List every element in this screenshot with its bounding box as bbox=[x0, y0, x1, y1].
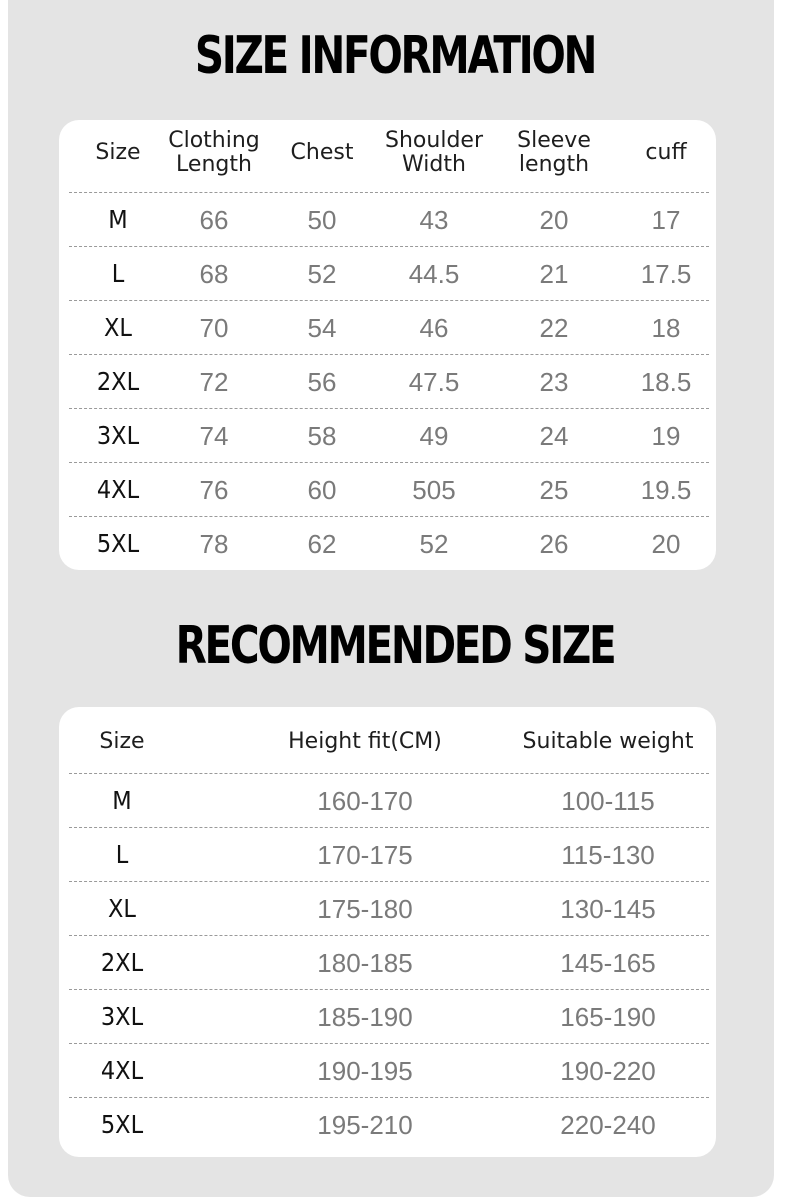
size-info-row bbox=[69, 354, 709, 409]
recommended-value-cell: 175-180 bbox=[317, 894, 413, 924]
size-info-value-cell: 78 bbox=[199, 529, 229, 559]
recommended-value-cell: 190-220 bbox=[560, 1056, 656, 1086]
size-info-size-cell: 4XL bbox=[96, 475, 140, 504]
recommended-size-cell: 3XL bbox=[100, 1002, 144, 1031]
size-info-size-cell: M bbox=[108, 205, 128, 234]
size-info-value-cell: 76 bbox=[199, 475, 229, 505]
recommended-value-cell: 185-190 bbox=[317, 1002, 413, 1032]
size-info-header-0 bbox=[95, 141, 140, 165]
size-info-value-cell: 19 bbox=[651, 421, 681, 451]
size-info-header-0-line-0: Size bbox=[95, 140, 141, 165]
size-information-table bbox=[59, 120, 716, 570]
size-info-size-cell: 3XL bbox=[96, 421, 140, 450]
size-info-header-1-line-0: Clothing bbox=[168, 128, 260, 153]
recommended-value-cell: 195-210 bbox=[317, 1110, 413, 1140]
size-info-value-cell: 21 bbox=[539, 259, 569, 289]
recommended-header-1 bbox=[288, 730, 442, 754]
size-info-value-cell: 20 bbox=[539, 205, 569, 235]
size-info-header-4-line-1: length bbox=[518, 152, 590, 177]
size-info-value-cell: 23 bbox=[539, 367, 569, 397]
size-info-value-cell: 54 bbox=[307, 313, 337, 343]
size-info-header-4-line-0: Sleeve bbox=[517, 128, 591, 153]
recommended-size-cell: M bbox=[112, 786, 132, 815]
recommended-value-cell: 165-190 bbox=[560, 1002, 656, 1032]
size-info-value-cell: 20 bbox=[651, 529, 681, 559]
recommended-row bbox=[69, 773, 709, 828]
size-info-value-cell: 60 bbox=[307, 475, 337, 505]
recommended-header-0 bbox=[99, 730, 144, 754]
recommended-size-cell: 2XL bbox=[100, 948, 144, 977]
recommended-value-cell: 180-185 bbox=[317, 948, 413, 978]
recommended-header-1-line-0: Height fit(CM) bbox=[288, 729, 442, 754]
size-info-value-cell: 44.5 bbox=[408, 259, 460, 289]
size-info-value-cell: 17 bbox=[651, 205, 681, 235]
size-info-value-cell: 17.5 bbox=[640, 259, 692, 289]
size-info-value-cell: 58 bbox=[307, 421, 337, 451]
recommended-row bbox=[69, 935, 709, 990]
size-info-value-cell: 66 bbox=[199, 205, 229, 235]
size-info-header-2 bbox=[291, 141, 354, 165]
recommended-size-cell: 5XL bbox=[100, 1110, 144, 1139]
size-info-value-cell: 74 bbox=[199, 421, 229, 451]
recommended-row bbox=[69, 989, 709, 1044]
size-info-header-1-line-1: Length bbox=[176, 152, 252, 177]
recommended-value-cell: 190-195 bbox=[317, 1056, 413, 1086]
recommended-row bbox=[69, 881, 709, 936]
size-info-row bbox=[69, 300, 709, 355]
size-info-header-1 bbox=[168, 129, 260, 177]
size-info-header-3 bbox=[385, 129, 483, 177]
recommended-value-cell: 220-240 bbox=[560, 1110, 656, 1140]
recommended-row bbox=[69, 827, 709, 882]
recommended-value-cell: 100-115 bbox=[561, 786, 655, 816]
recommended-value-cell: 160-170 bbox=[317, 786, 413, 816]
recommended-header-2 bbox=[523, 730, 694, 754]
size-info-header-3-line-1: Width bbox=[402, 152, 466, 177]
recommended-size-cell: XL bbox=[108, 894, 136, 923]
size-info-size-cell: L bbox=[111, 259, 125, 288]
size-info-value-cell: 52 bbox=[307, 259, 337, 289]
size-info-value-cell: 56 bbox=[307, 367, 337, 397]
size-info-value-cell: 43 bbox=[419, 205, 449, 235]
size-info-row bbox=[69, 246, 709, 301]
recommended-value-cell: 115-130 bbox=[561, 840, 655, 870]
size-info-value-cell: 72 bbox=[199, 367, 229, 397]
size-info-value-cell: 50 bbox=[307, 205, 337, 235]
size-info-value-cell: 68 bbox=[199, 259, 229, 289]
size-info-size-cell: 2XL bbox=[96, 367, 140, 396]
size-info-row bbox=[69, 408, 709, 463]
recommended-size-table bbox=[59, 707, 716, 1157]
size-info-value-cell: 52 bbox=[419, 529, 449, 559]
size-info-header-4 bbox=[517, 129, 591, 177]
size-info-value-cell: 49 bbox=[419, 421, 449, 451]
size-info-value-cell: 62 bbox=[307, 529, 337, 559]
recommended-value-cell: 170-175 bbox=[317, 840, 413, 870]
size-info-header-5-line-0: cuff bbox=[645, 140, 687, 165]
size-info-header-3-line-0: Shoulder bbox=[385, 128, 483, 153]
recommended-row bbox=[69, 1097, 709, 1152]
size-information-title: SIZE INFORMATION bbox=[194, 26, 596, 86]
size-info-value-cell: 22 bbox=[539, 313, 569, 343]
size-info-size-cell: 5XL bbox=[96, 529, 140, 558]
recommended-header-0-line-0: Size bbox=[99, 729, 145, 754]
size-info-row bbox=[69, 462, 709, 517]
size-info-value-cell: 70 bbox=[199, 313, 229, 343]
size-info-value-cell: 18.5 bbox=[640, 367, 692, 397]
recommended-size-cell: 4XL bbox=[100, 1056, 144, 1085]
size-info-value-cell: 18 bbox=[651, 313, 681, 343]
recommended-value-cell: 145-165 bbox=[560, 948, 656, 978]
size-info-value-cell: 47.5 bbox=[408, 367, 460, 397]
recommended-row bbox=[69, 1043, 709, 1098]
size-info-size-cell: XL bbox=[104, 313, 132, 342]
size-info-value-cell: 24 bbox=[539, 421, 569, 451]
size-info-value-cell: 25 bbox=[539, 475, 569, 505]
size-info-header-5 bbox=[645, 141, 686, 165]
size-info-row bbox=[69, 192, 709, 247]
size-info-value-cell: 505 bbox=[412, 475, 456, 505]
size-info-value-cell: 19.5 bbox=[640, 475, 692, 505]
size-info-row bbox=[69, 516, 709, 571]
recommended-value-cell: 130-145 bbox=[560, 894, 656, 924]
recommended-size-cell: L bbox=[115, 840, 129, 869]
recommended-header-2-line-0: Suitable weight bbox=[522, 729, 694, 754]
size-info-value-cell: 46 bbox=[419, 313, 449, 343]
recommended-size-title: RECOMMENDED SIZE bbox=[175, 616, 615, 676]
size-info-value-cell: 26 bbox=[539, 529, 569, 559]
size-info-header-2-line-0: Chest bbox=[290, 140, 354, 165]
